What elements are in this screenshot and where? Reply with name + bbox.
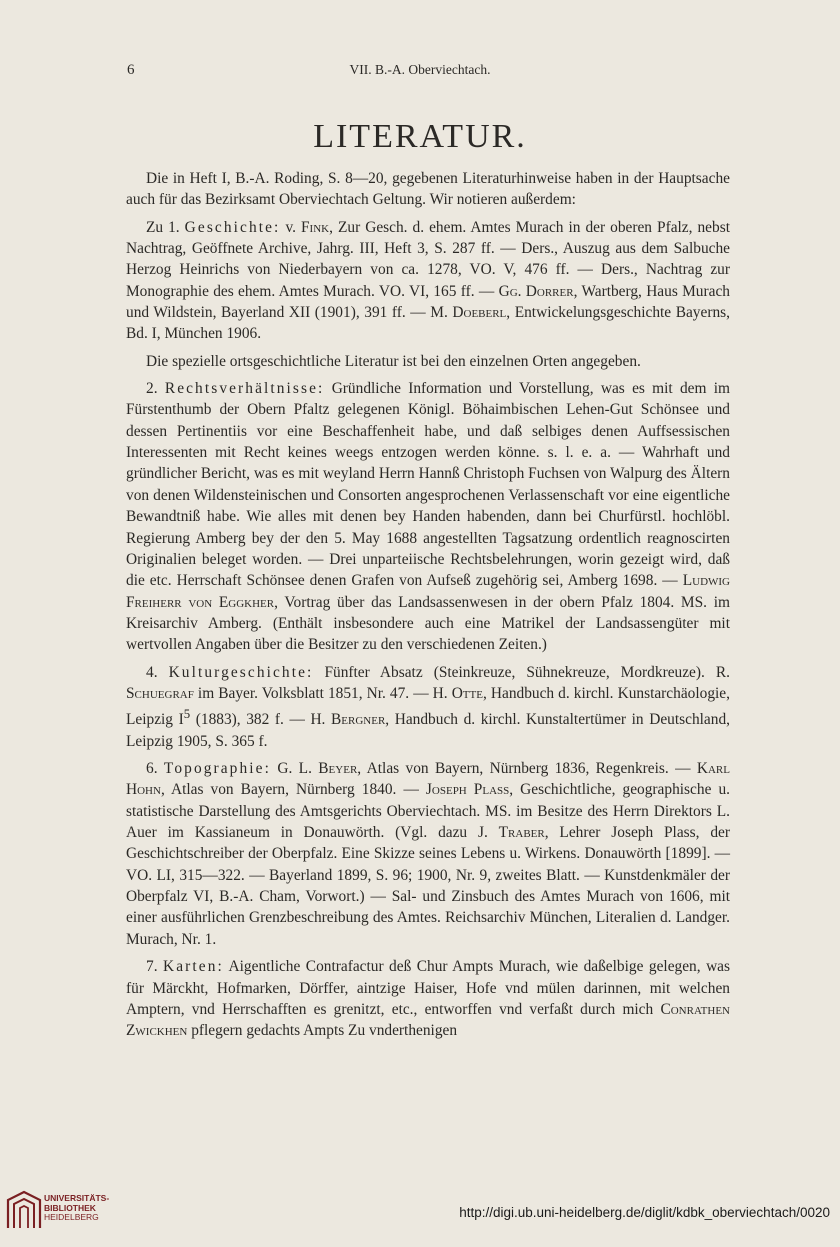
author-name: Ludwig Freiherr von Eggkher bbox=[126, 572, 730, 611]
text-run: , Atlas von Bayern, Nürnberg 1836, Regenkreis. — bbox=[357, 760, 691, 778]
section-heading: Kulturgeschichte: bbox=[168, 663, 314, 681]
section-topography bbox=[126, 758, 730, 950]
author-name: Doeberl bbox=[452, 304, 507, 322]
section-culture bbox=[126, 662, 730, 753]
text-run: Aigentliche Contrafactur deß Chur Ampts Murach, wie daßelbige gelegen, was für Märckht, Hofmarken, Dörffer, aintzige Haiser, Hofe vnd mülen darinnen, mit welchen Amptern, vnd Herrschafften es grenitzt, etc., entworffen vnd verfaßt durch mich bbox=[126, 958, 731, 1018]
text-run: , Entwickelungsgeschichte Bayerns, Bd. I, München 1906. bbox=[126, 304, 730, 343]
author-name: Conrathen Zwickhen bbox=[126, 1000, 730, 1040]
text-run: pflegern gedachts Ampts Zu vnderthenigen bbox=[191, 1022, 458, 1040]
author-name: Joseph Plass bbox=[425, 781, 510, 799]
logo-line: UNIVERSITÄTS- bbox=[44, 1193, 110, 1203]
text-run: , Handbuch d. kirchl. Kunstarchäologie, Leipzig I bbox=[126, 684, 730, 729]
author-name: Schuegraf bbox=[126, 684, 194, 702]
text-run: G. L. bbox=[277, 760, 312, 778]
author-name: Beyer bbox=[318, 760, 358, 778]
section-maps bbox=[126, 956, 730, 1041]
author-name: Traber bbox=[498, 824, 545, 842]
logo-line: BIBLIOTHEK bbox=[44, 1202, 96, 1213]
section-heading: Rechtsverhältnisse: bbox=[164, 380, 325, 398]
text-run: , Geschichtliche, geographische u. statistische Darstellung des Amtsgerichts Oberviechtach. MS. im Besitze des Herrn Direktors L. Auer im Kassianeum in Donauwörth. (Vgl. dazu J. bbox=[126, 781, 730, 842]
section-history-note: Die spezielle ortsgeschichtliche Literatur ist bei den einzelnen Orten angegeben. bbox=[146, 352, 641, 370]
superscript: 5 bbox=[183, 707, 191, 722]
text-run: (1883), 382 f. — H. bbox=[195, 711, 326, 729]
text-run: im Bayer. Volksblatt 1851, Nr. 47. — H. bbox=[197, 684, 448, 702]
author-name: Fink bbox=[301, 218, 330, 236]
page-number: 6 bbox=[127, 62, 135, 78]
section-heading: Karten: bbox=[163, 958, 224, 976]
running-head: VII. B.-A. Oberviechtach. bbox=[349, 62, 491, 77]
section-number: 2. bbox=[146, 380, 158, 398]
section-number: Zu 1. bbox=[146, 218, 180, 236]
intro-paragraph: Die in Heft I, B.-A. Roding, S. 8—20, gegebenen Literaturhinweise haben in der Hauptsache auch für das Bezirksamt Oberviechtach Geltung. Wir notieren außerdem: bbox=[126, 170, 730, 209]
library-logo-text bbox=[44, 1194, 109, 1223]
section-number: 7. bbox=[146, 958, 158, 976]
text-run: , Zur Gesch. d. ehem. Amtes Murach in der oberen Pfalz, nebst Nachtrag, Geöffnete Archive, Jahrg. III, Heft 3, S. 287 ff. — Ders., Auszug aus dem Salbuche Herzog Heinrichs von Niederbayern von ca. 1278, VO. V, 476 ff. — Ders., Nachtrag zur Monographie des ehem. Amtes Murach. VO. VI, 165 ff. — bbox=[126, 218, 730, 300]
text-run: Fünfter Absatz (Steinkreuze, Sühnekreuze, Mordkreuze). R. bbox=[324, 663, 730, 681]
page-title: LITERATUR. bbox=[313, 118, 527, 155]
section-number: 4. bbox=[146, 663, 158, 681]
text-run: , Lehrer Joseph Plass, der Geschichtschreiber der Oberpfalz. Eine Skizze seines Lebens u. Wirkens. Donauwörth [1899]. — VO. LI, 315—322. — Bayerland 1899, S. 96; 1900, Nr. 9, zweites Blatt. — Kunstdenkmäler der Oberpfalz VI, B.-A. Cham, Vorwort.) — Sal- und Zinsbuch des Amtes Murach von 1606, mit einer ausführlichen Grenzbeschreibung des Amtes. Reichsarchiv München, Literalien d. Landger. Murach, Nr. 1. bbox=[126, 824, 730, 948]
library-logo[interactable] bbox=[6, 1188, 126, 1232]
section-heading: Topographie: bbox=[163, 760, 271, 778]
source-url-link[interactable]: http://digi.ub.uni-heidelberg.de/diglit/kdbk_oberviechtach/0020 bbox=[459, 1205, 830, 1220]
logo-line: HEIDELBERG bbox=[44, 1212, 99, 1222]
text-run: , Atlas von Bayern, Nürnberg 1840. — bbox=[160, 781, 419, 799]
library-emblem-icon bbox=[6, 1190, 42, 1230]
author-name: Karl Hohn bbox=[126, 760, 730, 799]
literature-body bbox=[126, 168, 730, 1048]
author-name: Bergner bbox=[331, 711, 386, 729]
text-run: v. bbox=[285, 218, 296, 236]
section-legal bbox=[126, 378, 730, 655]
section-heading: Geschichte: bbox=[184, 218, 281, 236]
text-run: , Handbuch d. kirchl. Kunstaltertümer in Deutschland, Leipzig 1905, S. 365 f. bbox=[126, 711, 730, 750]
section-number: 6. bbox=[146, 760, 158, 778]
author-name: Gg. Dorrer bbox=[498, 282, 574, 300]
author-name: Otte bbox=[451, 684, 483, 702]
section-history bbox=[126, 217, 730, 345]
text-run: , Wartberg, Haus Murach und Wildstein, Bayerland XII (1901), 391 ff. — M. bbox=[126, 282, 730, 322]
text-run: Gründliche Information und Vorstellung, was es mit dem im Fürstenthumb der Obern Pfaltz gelegenen Königl. Böhaimbischen Lehen-Gut Schönsee und dessen Pertinentiis vor eine Beschaffenheit habe, und daß selbiges denen Auffsessischen Interessenten mit Recht keines weegs entzogen werden könne. s. l. e. a. — Wahrhaft und gründlicher Bericht, was es mit weyland Herrn Hannß Christoph Fuchsen von Walpurg des Ältern von denen Wildensteinischen und Consorten angesprochenen Verlassenschaft vor eine eigentliche Bewandtniß habe. Wie alles mit denen bey Handen habenden, dann bei Churfürstl. hochlöbl. Regierung Amberg bey der den 5. May 1688 angestellten Tagsatzung ordentlich reagnoscirten Originalien beleget worden. — Drei unparteiische Rechtsbelehrungen, worin gezeigt wird, daß die etc. Herrschaft Schönsee denen Grafen von Aufseß zugehörig sei, Amberg 1698. — bbox=[126, 380, 730, 590]
text-run: , Vortrag über das Landsassenwesen in der obern Pfalz 1804. MS. im Kreisarchiv Amberg. (Enthält insbesondere auch eine Matrikel der Landsassengüter mit wertvollen Angaben über die Besitzer zu den verschiedenen Zeiten.) bbox=[126, 593, 730, 654]
